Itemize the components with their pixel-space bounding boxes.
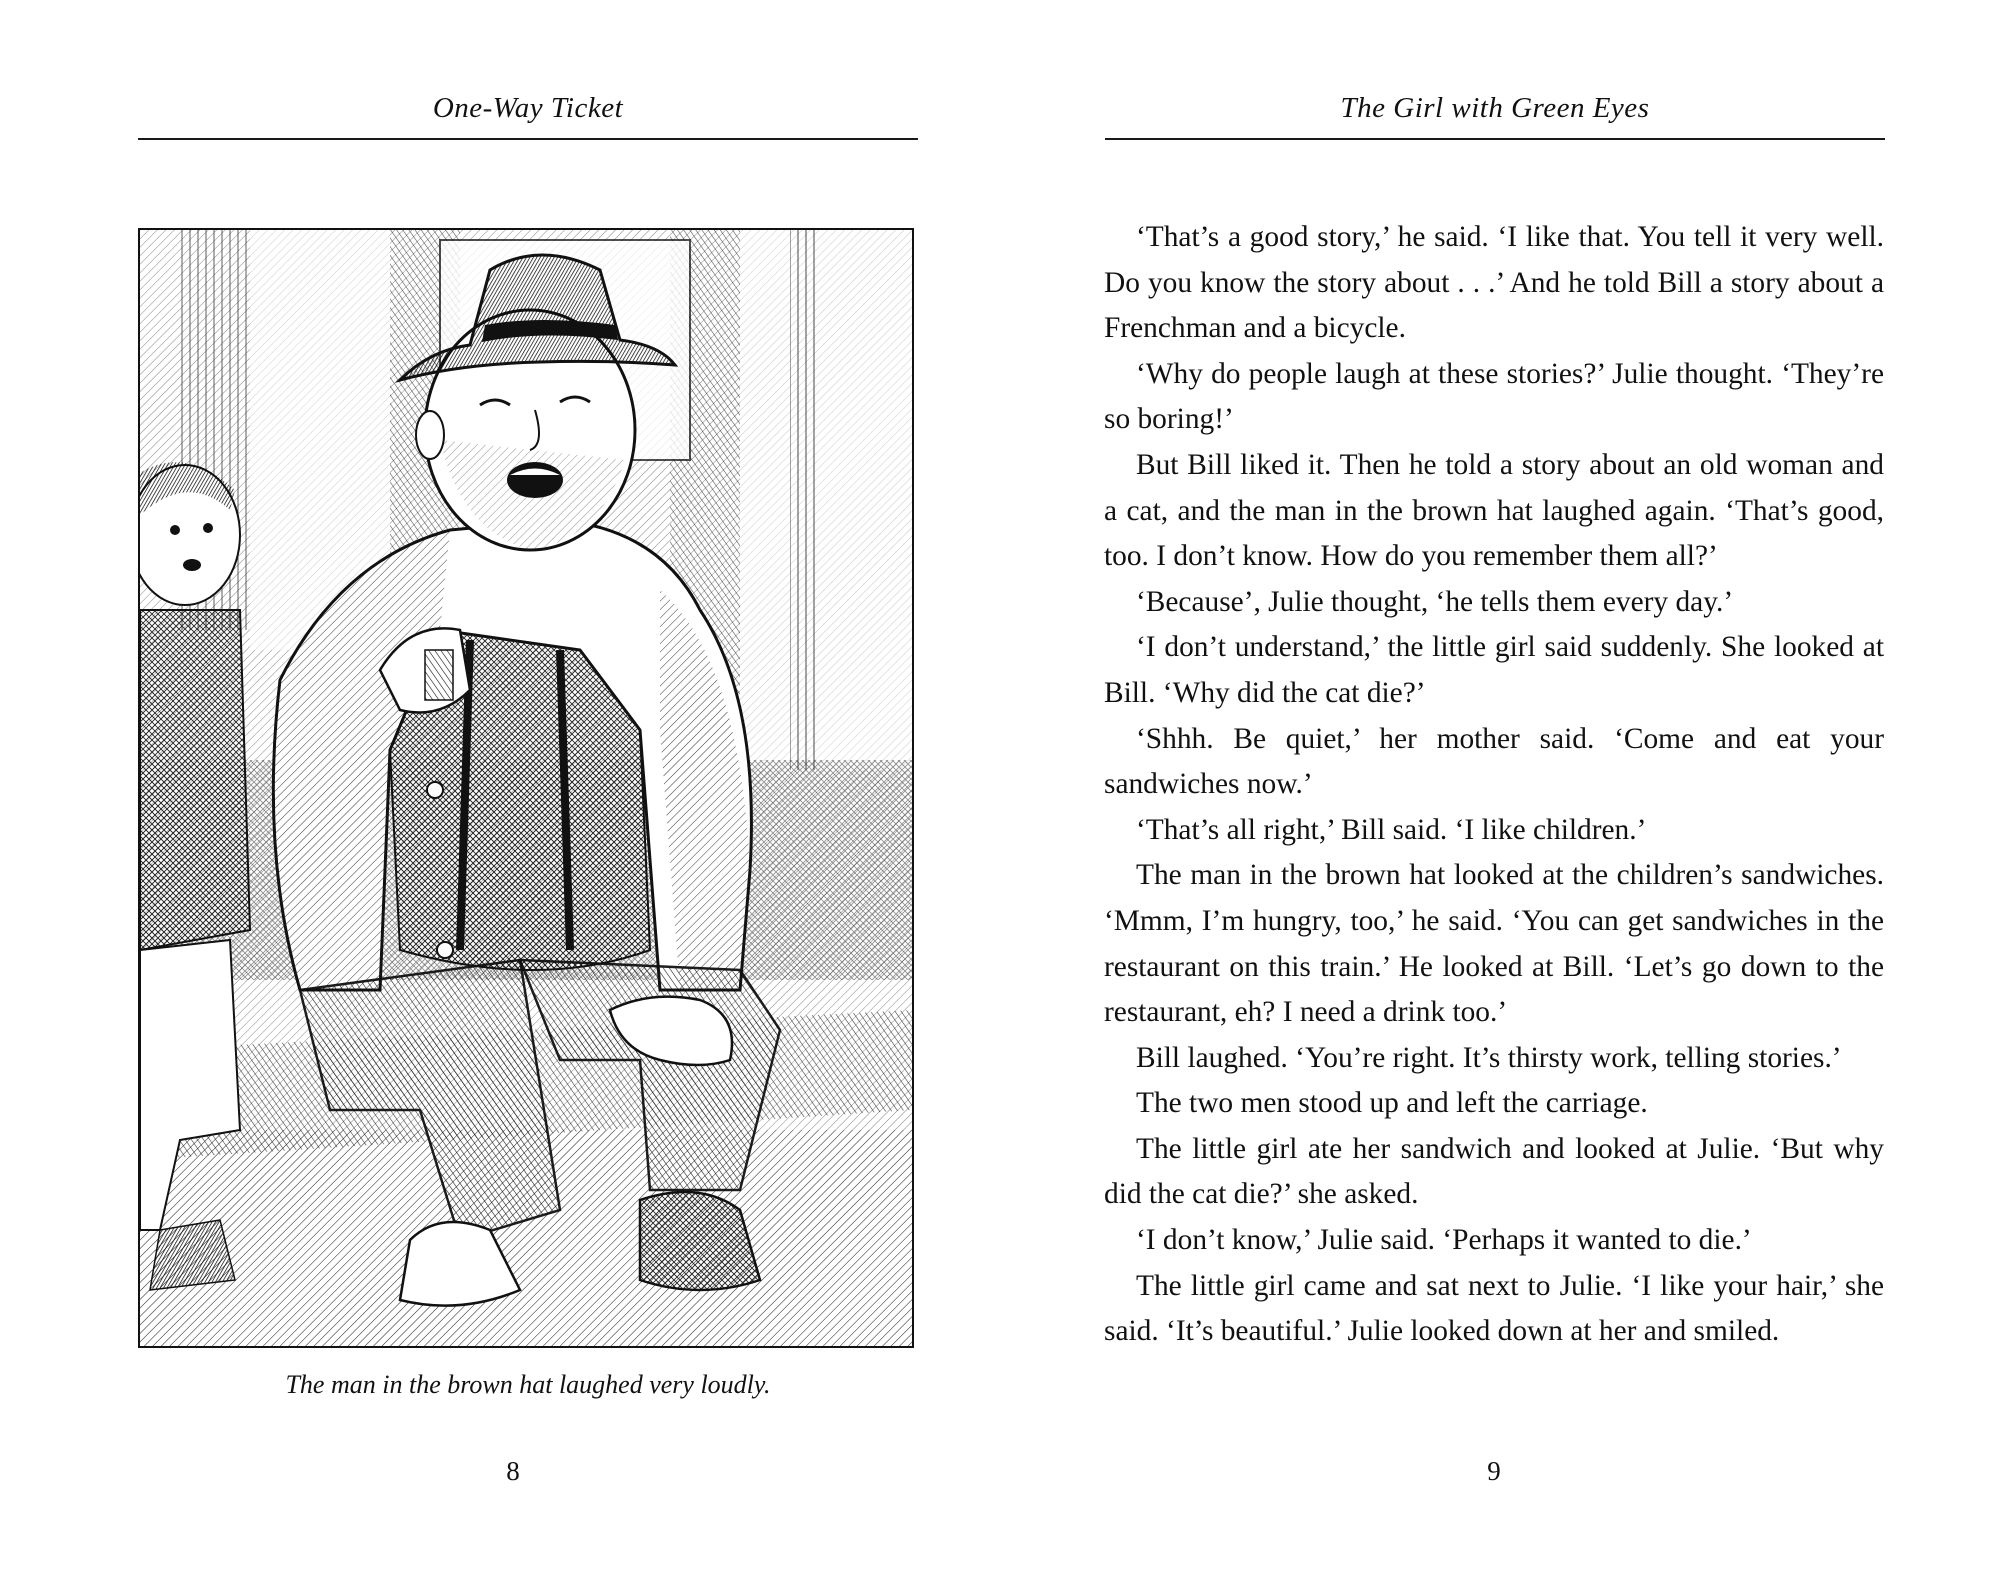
right-running-head: The Girl with Green Eyes (1340, 92, 1650, 124)
paragraph: The two men stood up and left the carriage. (1136, 1087, 1648, 1120)
paragraph: ‘That’s all right,’ Bill said. ‘I like children.’ (1136, 813, 1647, 846)
paragraph: Bill laughed. ‘You’re right. It’s thirsty work, telling stories.’ (1136, 1041, 1842, 1074)
train-carriage-man-laughing-icon (140, 230, 912, 1346)
paragraph: ‘I don’t know,’ Julie said. ‘Perhaps it wanted to die.’ (1136, 1224, 1752, 1257)
left-running-head: One-Way Ticket (432, 92, 624, 124)
right-page (1000, 0, 2000, 1578)
paragraph: The little girl came and sat next to Julie. ‘I like your hair,’ she said. ‘It’s beautiful.’ Julie looked down at her and smiled. (1104, 1269, 1884, 1348)
right-header-rule (1105, 138, 1885, 140)
paragraph: But Bill liked it. Then he told a story about an old woman and a cat, and the man in the brown hat laughed again. ‘That’s good, too. I don’t know. How do you remember them all?’ (1104, 448, 1884, 573)
page-number-right: 9 (1487, 1456, 1501, 1486)
paragraph: ‘Why do people laugh at these stories?’ Julie thought. ‘They’re so boring!’ (1104, 357, 1884, 436)
illustration (138, 228, 914, 1348)
paragraph: ‘I don’t understand,’ the little girl said suddenly. She looked at Bill. ‘Why did the cat die?’ (1104, 631, 1884, 709)
left-header-rule (138, 138, 918, 140)
paragraph: ‘Shhh. Be quiet,’ her mother said. ‘Come and eat your sandwiches now.’ (1104, 722, 1884, 801)
paragraph: ‘That’s a good story,’ he said. ‘I like that. You tell it very well. Do you know the story about . . .’ And he told Bill a story about a Frenchman and a bicycle. (1104, 221, 1884, 345)
paragraph: ‘Because’, Julie thought, ‘he tells them every day.’ (1136, 585, 1734, 618)
paragraph: The little girl ate her sandwich and looked at Julie. ‘But why did the cat die?’ she asked. (1104, 1132, 1884, 1211)
illustration-caption: The man in the brown hat laughed very loudly. (285, 1370, 771, 1399)
paragraph: The man in the brown hat looked at the children’s sandwiches. ‘Mmm, I’m hungry, too,’ he said. ‘You can get sandwiches in the restaurant on this train.’ He looked at Bill. ‘Let’s go down to the restaurant, eh? I need a drink too.’ (1104, 859, 1884, 1029)
body-text (1104, 215, 1884, 1355)
page-number-left: 8 (506, 1456, 520, 1486)
